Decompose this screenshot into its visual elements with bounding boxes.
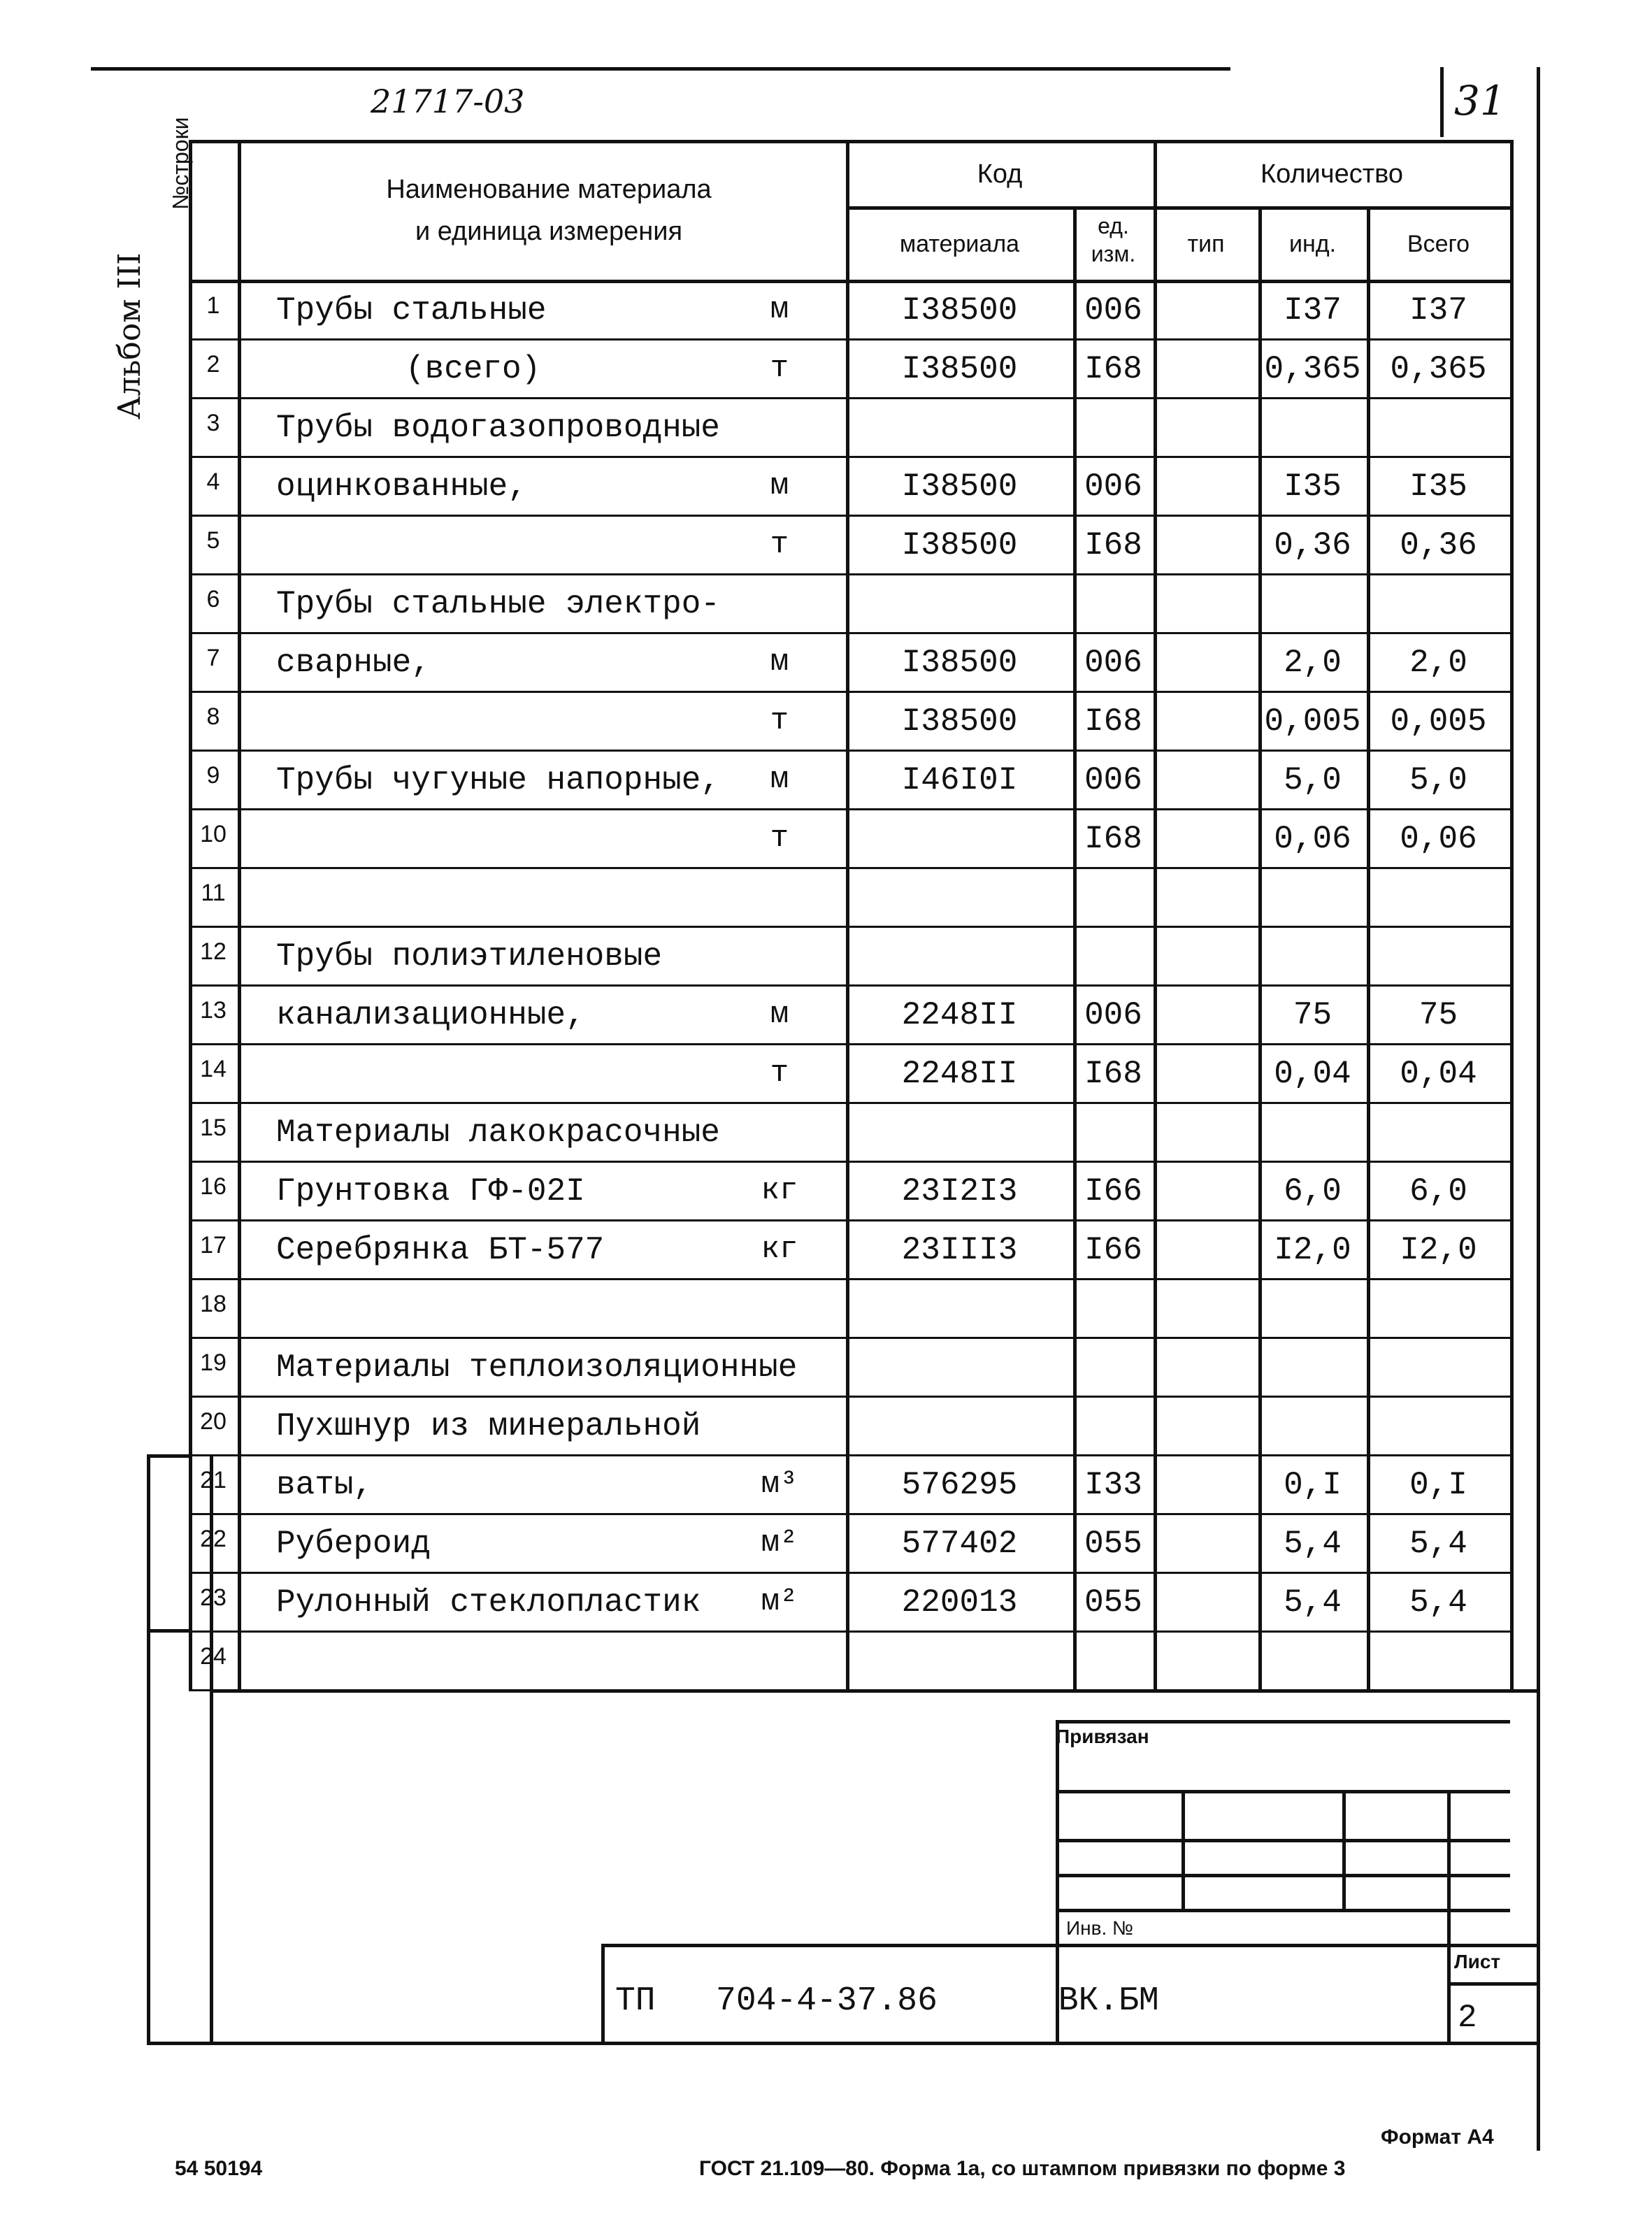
table-right-border xyxy=(1510,140,1514,1689)
individual-qty: 75 xyxy=(1293,997,1333,1033)
header-unit-code-1: ед. xyxy=(1098,213,1129,238)
right-frame-line xyxy=(1537,67,1540,2151)
title-block-left xyxy=(601,1944,605,2042)
doc-number: 21717-03 xyxy=(371,83,525,120)
header-bottom-border xyxy=(189,280,1510,283)
header-type: тип xyxy=(1187,231,1225,257)
margin-top-line xyxy=(147,1454,189,1458)
row-divider xyxy=(189,515,1510,517)
format-label: Формат А4 xyxy=(1381,2126,1494,2149)
individual-qty: 0,36 xyxy=(1274,527,1351,564)
material-name: оцинкованные, xyxy=(276,468,527,505)
individual-qty: 0,06 xyxy=(1274,821,1351,857)
material-name: Трубы водогазопроводные xyxy=(276,410,720,446)
page-number: 31 xyxy=(1454,77,1506,124)
total-qty: I37 xyxy=(1409,292,1467,329)
unit: м xyxy=(770,997,789,1032)
unit: т xyxy=(770,527,789,562)
sheet-divider xyxy=(1447,1982,1538,1986)
unit: т xyxy=(770,821,789,856)
row-divider xyxy=(189,1219,1510,1221)
inventory-label: Инв. № xyxy=(1066,1917,1134,1939)
material-code: 23I2I3 xyxy=(901,1173,1018,1210)
material-code: 2248II xyxy=(901,997,1018,1033)
material-name: (всего) xyxy=(405,351,541,387)
row-number: 1 xyxy=(206,292,220,319)
stamp-col-1 xyxy=(1181,1790,1185,1909)
unit-code: 006 xyxy=(1084,762,1142,798)
title-block-top xyxy=(601,1944,1538,1947)
row-divider xyxy=(189,1454,1510,1456)
total-qty: 0,06 xyxy=(1400,821,1477,857)
stamp-line-3 xyxy=(1056,1874,1510,1877)
material-code: I46I0I xyxy=(901,762,1018,798)
total-qty: 0,04 xyxy=(1400,1056,1477,1092)
row-number: 9 xyxy=(206,762,220,789)
unit: кг xyxy=(761,1173,798,1208)
individual-qty: 0,I xyxy=(1284,1467,1342,1503)
unit: м² xyxy=(761,1526,798,1561)
unit-code: I68 xyxy=(1084,821,1142,857)
sheet-value: 2 xyxy=(1458,2000,1477,2036)
material-name: Грунтовка ГФ-02I xyxy=(276,1173,585,1210)
total-qty: 6,0 xyxy=(1409,1173,1467,1210)
material-name: Материалы теплоизоляционные xyxy=(276,1349,798,1386)
document-code: ТП 704-4-37.86 ВК.БМ xyxy=(615,1982,1159,2020)
unit: м² xyxy=(761,1584,798,1619)
row-number: 22 xyxy=(200,1526,227,1552)
footer-standard: ГОСТ 21.109—80. Форма 1а, со штампом привязки по форме 3 xyxy=(699,2157,1346,2180)
row-number: 17 xyxy=(200,1232,227,1259)
row-number: 6 xyxy=(206,586,220,612)
stamp-line-4 xyxy=(1056,1909,1510,1912)
row-divider xyxy=(189,1043,1510,1045)
total-qty: 5,4 xyxy=(1409,1526,1467,1562)
individual-qty: I35 xyxy=(1284,468,1342,505)
unit: м xyxy=(770,468,789,503)
row-divider xyxy=(189,1337,1510,1339)
unit-code: 006 xyxy=(1084,468,1142,505)
material-name: Рубероид xyxy=(276,1526,431,1562)
row-number: 14 xyxy=(200,1056,227,1082)
row-number: 8 xyxy=(206,703,220,730)
unit: м xyxy=(770,762,789,797)
top-rule xyxy=(91,67,1230,71)
material-name: ваты, xyxy=(276,1467,373,1503)
material-code: 576295 xyxy=(901,1467,1018,1503)
row-number: 23 xyxy=(200,1584,227,1611)
sheet-label: Лист xyxy=(1454,1951,1501,1972)
total-qty: 75 xyxy=(1418,997,1458,1033)
row-divider xyxy=(189,397,1510,399)
unit-code: 006 xyxy=(1084,645,1142,681)
footer-left-code: 54 50194 xyxy=(175,2157,263,2180)
row-divider xyxy=(189,1102,1510,1104)
header-name: Наименование материала xyxy=(386,175,712,204)
material-code: I38500 xyxy=(901,468,1018,505)
table-top-border xyxy=(189,140,1510,143)
stamp-left-line xyxy=(1056,1720,1059,2042)
margin-divider xyxy=(147,1629,189,1633)
type-column-line xyxy=(1154,140,1157,1689)
unit: т xyxy=(770,703,789,738)
unit-code: 006 xyxy=(1084,997,1142,1033)
material-code: I38500 xyxy=(901,351,1018,387)
unit-code: I68 xyxy=(1084,1056,1142,1092)
row-number: 12 xyxy=(200,938,227,965)
material-code: 577402 xyxy=(901,1526,1018,1562)
individual-qty: 5,0 xyxy=(1284,762,1342,798)
page-bottom-border xyxy=(147,2042,1538,2045)
total-qty: 0,365 xyxy=(1390,351,1487,387)
row-divider xyxy=(189,1572,1510,1574)
material-code: I38500 xyxy=(901,703,1018,740)
individual-qty: 0,04 xyxy=(1274,1056,1351,1092)
stamp-title: Привязан xyxy=(1056,1726,1149,1747)
total-qty: 5,0 xyxy=(1409,762,1467,798)
material-code: I38500 xyxy=(901,292,1018,329)
material-name: Трубы полиэтиленовые xyxy=(276,938,663,975)
stamp-top-line xyxy=(1056,1720,1510,1723)
unit: т xyxy=(770,1056,789,1091)
unit-code: I33 xyxy=(1084,1467,1142,1503)
header-total: Всего xyxy=(1407,231,1470,257)
row-number: 18 xyxy=(200,1291,227,1317)
row-number: 3 xyxy=(206,410,220,436)
unit: т xyxy=(770,351,789,386)
page-number-divider xyxy=(1440,67,1444,137)
material-name: Трубы чугуные напорные, xyxy=(276,762,720,798)
row-number: 13 xyxy=(200,997,227,1024)
material-name: Рулонный стеклопластик xyxy=(276,1584,701,1621)
row-number: 2 xyxy=(206,351,220,378)
stamp-col-3 xyxy=(1447,1790,1451,2042)
margin-inner-line xyxy=(147,1454,150,2042)
unit-code: 055 xyxy=(1084,1584,1142,1621)
material-name: Пухшнур из минеральной xyxy=(276,1408,701,1445)
row-number: 21 xyxy=(200,1467,227,1493)
row-number: 24 xyxy=(200,1643,227,1670)
header-name-line2: и единица измерения xyxy=(415,217,683,246)
row-divider xyxy=(189,632,1510,634)
unit: м xyxy=(770,645,789,680)
row-number: 10 xyxy=(200,821,227,847)
individual-qty: 6,0 xyxy=(1284,1173,1342,1210)
material-name: Трубы стальные электро- xyxy=(276,586,720,622)
total-qty: I35 xyxy=(1409,468,1467,505)
row-divider xyxy=(189,456,1510,458)
total-qty: 0,005 xyxy=(1390,703,1487,740)
row-divider xyxy=(189,750,1510,752)
unit: м xyxy=(770,292,789,327)
stamp-line-2 xyxy=(1056,1839,1510,1842)
total-qty: 0,36 xyxy=(1400,527,1477,564)
row-number: 15 xyxy=(200,1114,227,1141)
row-number: 16 xyxy=(200,1173,227,1200)
material-code: I38500 xyxy=(901,645,1018,681)
block-top-border xyxy=(210,1689,1538,1693)
row-divider xyxy=(189,691,1510,693)
row-divider xyxy=(189,808,1510,810)
row-number: 19 xyxy=(200,1349,227,1376)
row-divider xyxy=(189,1630,1510,1633)
individual-qty: 2,0 xyxy=(1284,645,1342,681)
header-material-code: материала xyxy=(899,231,1020,257)
unit: кг xyxy=(761,1232,798,1267)
margin-outer-line xyxy=(210,1454,213,2042)
header-sub-divider xyxy=(846,206,1510,210)
unit-code: I66 xyxy=(1084,1173,1142,1210)
total-qty: I2,0 xyxy=(1400,1232,1477,1268)
unit-code: I68 xyxy=(1084,351,1142,387)
header-quantity: Количество xyxy=(1260,159,1404,189)
individual-qty: 5,4 xyxy=(1284,1584,1342,1621)
total-qty: 2,0 xyxy=(1409,645,1467,681)
material-code: 2248II xyxy=(901,1056,1018,1092)
row-divider xyxy=(189,573,1510,575)
row-divider xyxy=(189,1513,1510,1515)
header-row-number: №строки xyxy=(168,117,193,210)
individual-qty: 5,4 xyxy=(1284,1526,1342,1562)
stamp-line-1 xyxy=(1056,1790,1510,1793)
rownum-column-line xyxy=(238,140,241,1689)
unit: м³ xyxy=(761,1467,798,1502)
row-number: 20 xyxy=(200,1408,227,1435)
material-code: 220013 xyxy=(901,1584,1018,1621)
material-name: Материалы лакокрасочные xyxy=(276,1114,720,1151)
row-divider xyxy=(189,1396,1510,1398)
stamp-col-2 xyxy=(1342,1790,1346,1909)
individual-qty: 0,005 xyxy=(1264,703,1361,740)
row-number: 5 xyxy=(206,527,220,554)
header-code: Код xyxy=(977,159,1023,189)
album-label: Альбом III xyxy=(112,252,148,420)
header-individual: инд. xyxy=(1288,231,1337,257)
row-number: 4 xyxy=(206,468,220,495)
unit-code: I66 xyxy=(1084,1232,1142,1268)
row-divider xyxy=(189,1278,1510,1280)
row-number: 11 xyxy=(201,880,226,906)
material-name: Серебрянка БТ-577 xyxy=(276,1232,605,1268)
row-divider xyxy=(189,867,1510,869)
total-qty: 0,I xyxy=(1409,1467,1467,1503)
individual-qty: I37 xyxy=(1284,292,1342,329)
material-name: канализационные, xyxy=(276,997,585,1033)
row-divider xyxy=(189,926,1510,928)
material-code: 23III3 xyxy=(901,1232,1018,1268)
row-divider xyxy=(189,1161,1510,1163)
row-divider xyxy=(189,984,1510,987)
row-number: 7 xyxy=(206,645,220,671)
unit-code: 006 xyxy=(1084,292,1142,329)
individual-qty: I2,0 xyxy=(1274,1232,1351,1268)
material-name: сварные, xyxy=(276,645,431,681)
individual-qty: 0,365 xyxy=(1264,351,1361,387)
row-divider xyxy=(189,338,1510,341)
header-unit-code-2: изм. xyxy=(1091,241,1136,266)
material-name: Трубы стальные xyxy=(276,292,547,329)
unit-code: I68 xyxy=(1084,703,1142,740)
unit-code: I68 xyxy=(1084,527,1142,564)
unit-code: 055 xyxy=(1084,1526,1142,1562)
total-qty: 5,4 xyxy=(1409,1584,1467,1621)
material-code: I38500 xyxy=(901,527,1018,564)
